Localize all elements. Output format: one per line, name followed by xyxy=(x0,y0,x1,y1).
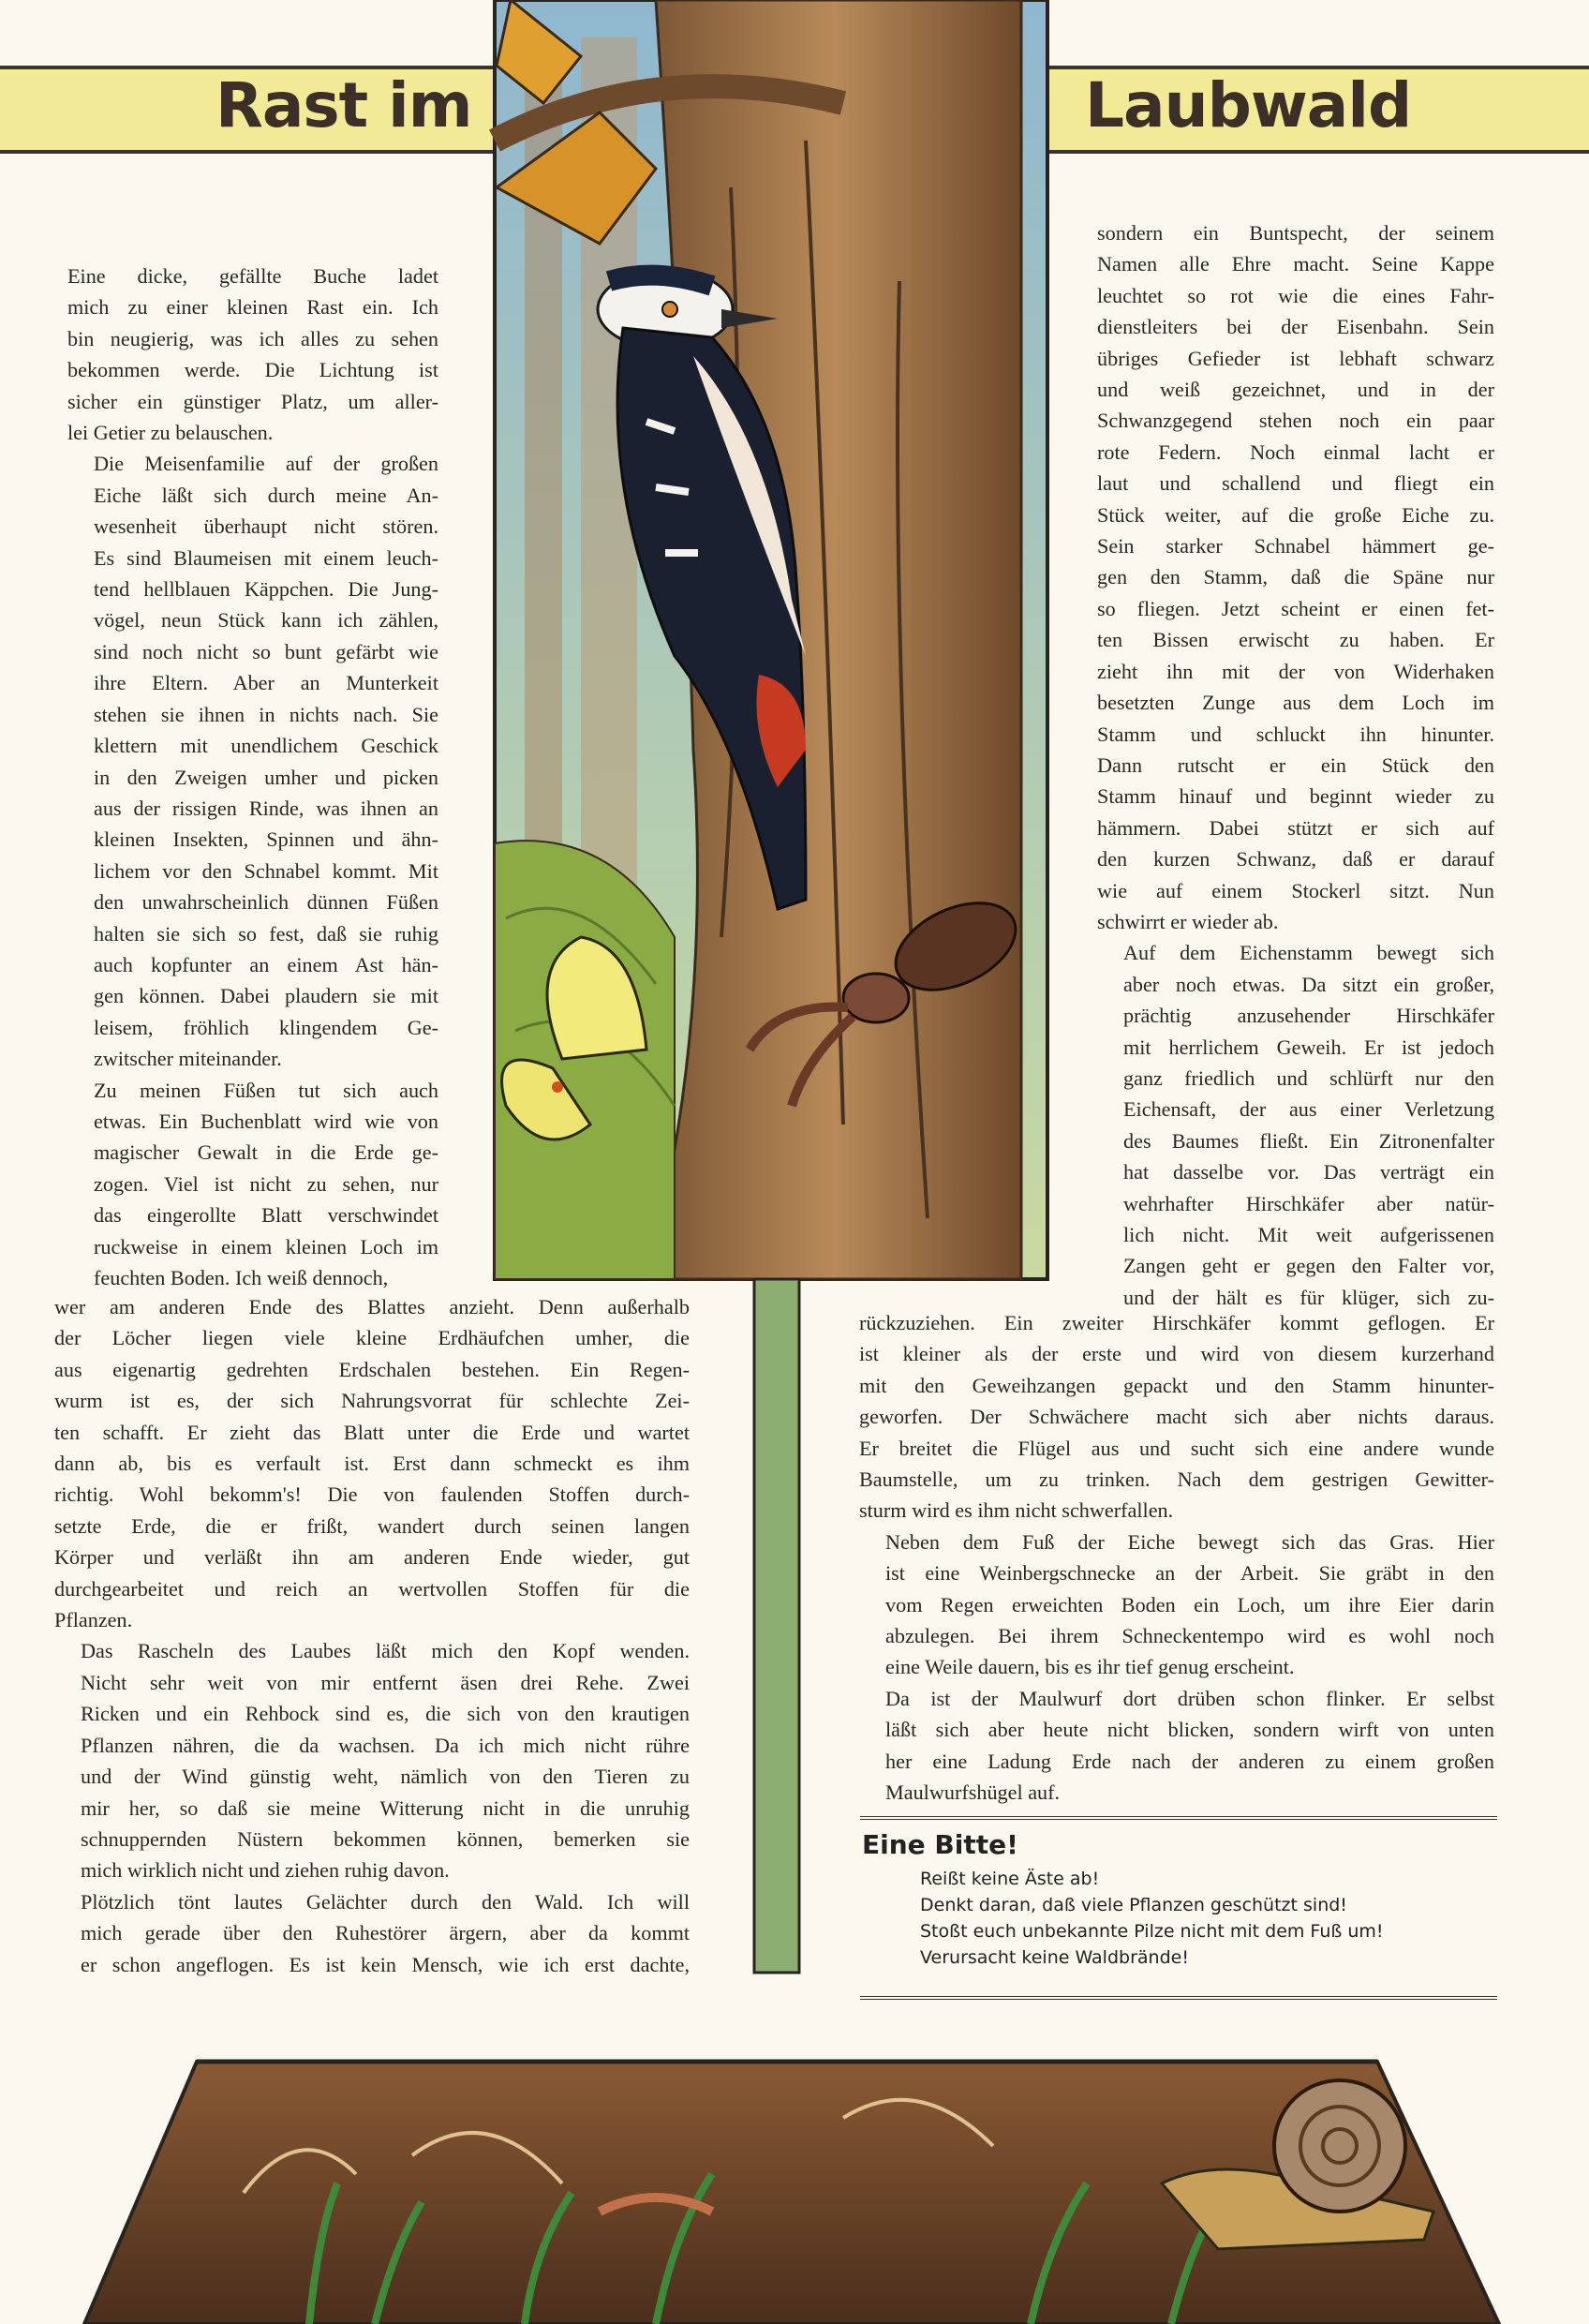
woodpecker-illustration xyxy=(598,270,806,909)
notice-item: Reißt keine Äste ab! xyxy=(920,1869,1100,1889)
paragraph: rückzuziehen. Ein zweiter Hirschkäfer kommt geflogen. Er ist kleiner als der erste und wird von diesem kurzerhand mit den Geweihzangen gepackt und den Stamm hinunter- geworfen. Der Schwächere macht sich aber nichts daraus. Er breitet die Flügel aus und sucht sich eine andere wunde Baumstelle, um zu trinken. Nach dem gestrigen Gewitter- sturm wird es ihm nicht schwerfallen. xyxy=(859,1311,1494,1523)
butterfly-illustration xyxy=(502,937,646,1140)
tree-panel xyxy=(495,0,1047,1279)
paragraph: Die Meisenfamilie auf der großen Eiche läßt sich durch meine An- wesenheit überhaupt nicht stören. Es sind Blaumeisen mit einem leuch- tend hellblauen Käppchen. Die Jung- vögel, neun Stück kann ich zählen, sind noch nicht so bunt gefärbt wie ihre Eltern. Aber an Munterkeit stehen sie ihnen in nichts nach. Sie klettern mit unendlichem Geschick in den Zweigen umher und picken aus der rissigen Rinde, was ihnen an kleinen Insekten, Spinnen und ähn- lichem vor den Schnabel kommt. Mit den unwahrscheinlich dünnen Füßen halten sie sich so fest, daß sie ruhig auch kopfunter an einem Ast hän- gen können. Dabei plaudern sie mit leisem, fröhlich klingendem Ge- zwitscher miteinander. xyxy=(94,452,438,1071)
paragraph: Plötzlich tönt lautes Gelächter durch den Wald. Ich will mich gerade über den Ruhestörer ärgern, aber da kommt er schon angeflogen. Es ist kein Mensch, wie ich erst dachte, xyxy=(81,1889,690,1976)
notice-item: Denkt daran, daß viele Pflanzen geschützt sind! xyxy=(920,1895,1347,1915)
title-right: Laubwald xyxy=(1085,69,1412,142)
snail-illustration xyxy=(1162,2080,1433,2249)
column-right xyxy=(1097,217,1494,1313)
paragraph: Das Rascheln des Laubes läßt mich den Kopf wenden. Nicht sehr weit von mir entfernt äsen drei Rehe. Zwei Ricken und ein Rehbock sind es, die sich von den krautigen Pflanzen nähren, die da wachsen. Da ich mich nicht rühre und der Wind günstig weht, nämlich von den Tieren zu mir her, so daß sie meine Witterung nicht in die unruhig schnuppernden Nüstern bekommen können, bemerken sie mich wirklich nicht und ziehen ruhig davon. xyxy=(81,1639,690,1883)
notice-box xyxy=(860,1816,1497,2000)
notice-title: Eine Bitte! xyxy=(862,1829,1018,1860)
stag-beetle-illustration xyxy=(750,886,1030,1106)
notice-list xyxy=(860,1866,1497,1971)
column-right-wide xyxy=(859,1307,1494,1809)
paragraph: Auf dem Eichenstamm bewegt sich aber noch etwas. Da sitzt ein großer, prächtig anzusehender Hirschkäfer mit herrlichem Geweih. Er ist jedoch ganz friedlich und schlürft nur den Eichensaft, der aus einer Verletzung des Baumes fließt. Ein Zitronenfalter hat dasselbe vor. Das verträgt ein wehrhafter Hirschkäfer aber natür- lich nicht. Mit weit aufgerissenen Zangen geht er gegen den Falter vor, und der hält es für klüger, sich zu- xyxy=(1123,941,1494,1309)
paragraph: Eine dicke, gefällte Buche ladet mich zu einer kleinen Rast ein. Ich bin neugierig, was ich alles zu sehen bekommen werde. Die Lichtung ist sicher ein günstiger Platz, um aller- lei Getier zu belauschen. xyxy=(67,264,438,445)
paragraph: Da ist der Maulwurf dort drüben schon flinker. Er selbst läßt sich aber heute nicht blicken, sondern wirft von unten her eine Ladung Erde nach der anderen zu einem großen Maulwurfshügel auf. xyxy=(885,1686,1494,1805)
paragraph: Zu meinen Füßen tut sich auch etwas. Ein Buchenblatt wird wie von magischer Gewalt in die Erde ge- zogen. Viel ist nicht zu sehen, nur das eingerollte Blatt verschwindet ruckweise in einem kleinen Loch im feuchten Boden. Ich weiß dennoch, xyxy=(94,1078,438,1289)
notice-item: Stoßt euch unbekannte Pilze nicht mit dem Fuß um! xyxy=(920,1921,1384,1942)
forest-floor-illustration xyxy=(84,2062,1499,2324)
notice-item: Verursacht keine Waldbrände! xyxy=(920,1947,1189,1968)
paragraph: sondern ein Buntspecht, der seinem Namen alle Ehre macht. Seine Kappe leuchtet so rot wie die eines Fahr- dienstleiters bei der Eisenbahn. Sein übriges Gefieder ist lebhaft schwarz und weiß gezeichnet, und in der Schwanzgegend stehen noch ein paar rote Federn. Noch einmal lacht er laut und schallend und fliegt ein Stück weiter, auf die große Eiche zu. Sein starker Schnabel hämmert ge- gen den Stamm, daß die Späne nur so fliegen. Jetzt scheint er einen fet- ten Bissen erwischt zu haben. Er zieht ihn mit der von Widerhaken besetzten Zunge aus dem Loch im Stamm und schluckt ihn hinunter. Dann rutscht er ein Stück den Stamm hinauf und beginnt wieder zu hämmern. Dabei stützt er sich auf den kurzen Schwanz, daß er darauf wie auf einem Stockerl sitzt. Nun schwirrt er wieder ab. xyxy=(1097,221,1494,933)
column-left xyxy=(67,261,438,1293)
column-left-wide xyxy=(54,1291,690,1980)
paragraph: wer am anderen Ende des Blattes anzieht. Denn außerhalb der Löcher liegen viele kleine Erdhäufchen umher, die aus eigenartig gedrehten Erdschalen bestehen. Ein Regen- wurm ist es, der sich Nahrungsvorrat für schlechte Zei- ten schafft. Er zieht das Blatt unter die Erde und wartet dann ab, bis es verfault ist. Erst dann schmeckt es ihm richtig. Wohl bekomm's! Die von faulenden Stoffen durch- setzte Erde, die er frißt, wandert durch seinen langen Körper und verläßt ihn am anderen Ende wieder, gut durchgearbeitet und reich an wertvollen Stoffen für die Pflanzen. xyxy=(54,1295,690,1632)
title-left: Rast im xyxy=(215,69,472,142)
paragraph: Neben dem Fuß der Eiche bewegt sich das Gras. Hier ist eine Weinbergschnecke an der Arbeit. Sie gräbt in den vom Regen erweichten Boden ein Loch, um ihre Eier darin abzulegen. Bei ihrem Schneckentempo wird es wohl noch eine Weile dauern, bis es ihr tief genug erscheint. xyxy=(885,1529,1494,1679)
